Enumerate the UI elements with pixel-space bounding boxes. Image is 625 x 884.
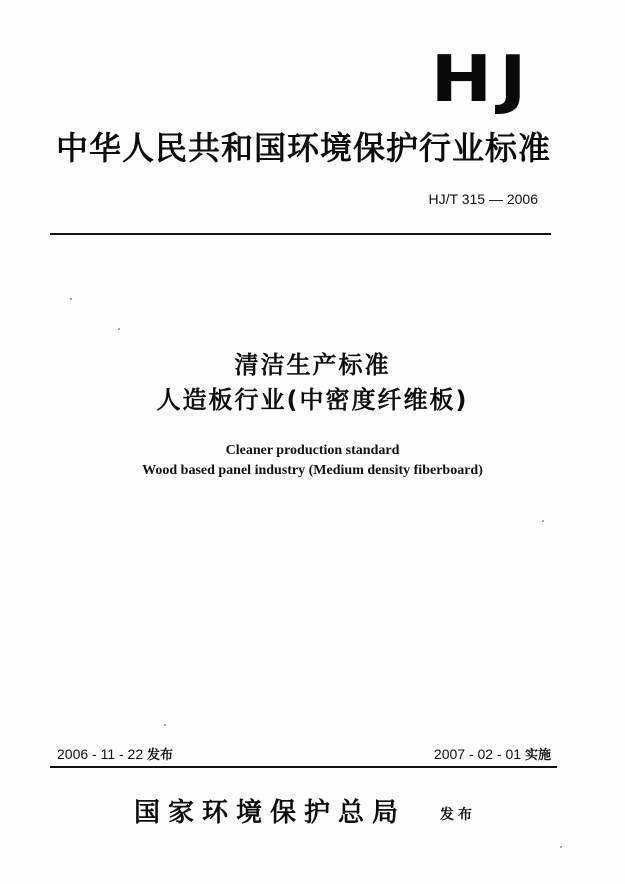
scan-speck [118, 328, 120, 330]
title-chinese-line1: 清洁生产标准 [234, 351, 391, 379]
title-chinese-line2: 人造板行业(中密度纤维板) [156, 386, 469, 414]
title-english-line1: Cleaner production standard [225, 443, 400, 458]
scan-speck [70, 298, 72, 300]
issue-date-label: 发布 [147, 748, 174, 763]
issue-date-value: 2006 - 11 - 22 [57, 746, 148, 762]
title-english-line2: Wood based panel industry (Medium density fiberboard) [142, 463, 483, 478]
implementation-date-value: 2007 - 02 - 01 [433, 746, 525, 762]
standard-number: HJ/T 315 — 2006 [428, 191, 538, 207]
organization-title: 中华人民共和国环境保护行业标准 [56, 129, 552, 167]
scan-speck [542, 520, 544, 522]
implementation-date [434, 745, 551, 765]
top-divider [50, 233, 551, 235]
scan-speck [164, 724, 166, 726]
implementation-date-label: 实施 [524, 748, 551, 763]
issuing-authority-suffix: 发布 [440, 807, 476, 823]
scan-speck [560, 846, 562, 848]
issuing-authority: 国家环境保护总局 [134, 798, 407, 828]
bottom-divider [50, 766, 557, 768]
issue-date [57, 745, 173, 765]
hj-logo: HJ [430, 43, 533, 117]
